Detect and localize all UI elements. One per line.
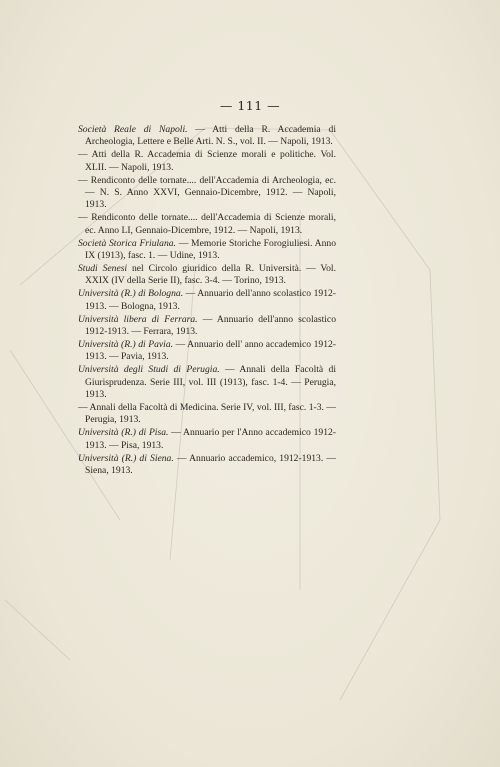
entry-text: — Atti della R. Accademia di Archeologia, Lettere e Belle Arti. N. S., vol. II. — Napoli, 1913.: [85, 124, 336, 148]
entry-lead: Studi Senesi: [78, 262, 128, 274]
entry-text: — Annuario dell' anno accademico 1912-1913. — Pavia, 1913.: [85, 338, 337, 363]
entry-text: — Annuario accademico, 1912-1913. — Siena, 1913.: [85, 452, 336, 476]
entry-text: — Annali della Facoltà di Medicina. Serie IV, vol. III, fasc. 1-3. — Perugia, 1913.: [78, 401, 336, 426]
entry-lead: Università (R.) di Siena.: [78, 452, 174, 464]
list-item: [78, 124, 336, 149]
entry-lead: Università libera di Ferrara.: [78, 313, 198, 325]
entry-text: — Rendiconto delle tornate.... dell'Accademia di Archeologia, ec. — N. S. Anno XXVI, Gennaio-Dicembre, 1912. — Napoli, 1913.: [78, 174, 336, 211]
page-number: — 111 —: [219, 98, 281, 113]
list-item: [78, 453, 336, 478]
entry-lead: Università (R.) di Pavia.: [78, 338, 174, 350]
list-item: [78, 364, 336, 401]
entry-lead: Università degli Studi di Perugia.: [78, 364, 220, 376]
list-item: [78, 263, 336, 288]
entry-lead: Università (R.) di Pisa.: [78, 427, 169, 439]
list-item: [78, 339, 336, 364]
entry-text: — Annuario per l'Anno accademico 1912-1913. — Pisa, 1913.: [85, 427, 336, 451]
entry-lead: Società Reale di Napoli.: [78, 124, 188, 135]
entry-text: — Annuario dell'anno scolastico 1912-1913. — Bologna, 1913.: [85, 288, 336, 312]
entry-text: — Rendiconto delle tornate.... dell'Accademia di Scienze morali, ec. Anno LI, Gennaio-Dicembre, 1912. — Napoli, 1913.: [78, 212, 336, 236]
list-item: [78, 238, 336, 263]
entry-text: — Memorie Storiche Forogiuliesi. Anno IX (1913), fasc. 1. — Udine, 1913.: [85, 237, 336, 262]
entry-text: nel Circolo giuridico della R. Università. — Vol. XXIX (IV della Serie II), fasc. 3-4. — Torino, 1913.: [85, 262, 336, 287]
list-item: [78, 175, 336, 212]
entry-lead: Società Storica Friulana.: [78, 237, 176, 249]
list-item: [78, 212, 336, 237]
list-item: [78, 427, 336, 452]
list-item: [78, 314, 336, 339]
entry-text: — Annali della Facoltà di Giurisprudenza. Serie III, vol. III (1913), fasc. 1-4. — Perugia, 1913.: [85, 364, 336, 401]
list-item: [78, 402, 336, 427]
list-item: [78, 149, 336, 174]
entry-text: — Annuario dell'anno scolastico 1912-1913. — Ferrara, 1913.: [85, 313, 336, 337]
bibliography-list: [78, 124, 336, 478]
list-item: [78, 288, 336, 313]
entry-lead: Università (R.) di Bologna.: [78, 288, 184, 300]
entry-text: — Atti della R. Accademia di Scienze morali e politiche. Vol. XLII. — Napoli, 1913.: [78, 149, 336, 173]
